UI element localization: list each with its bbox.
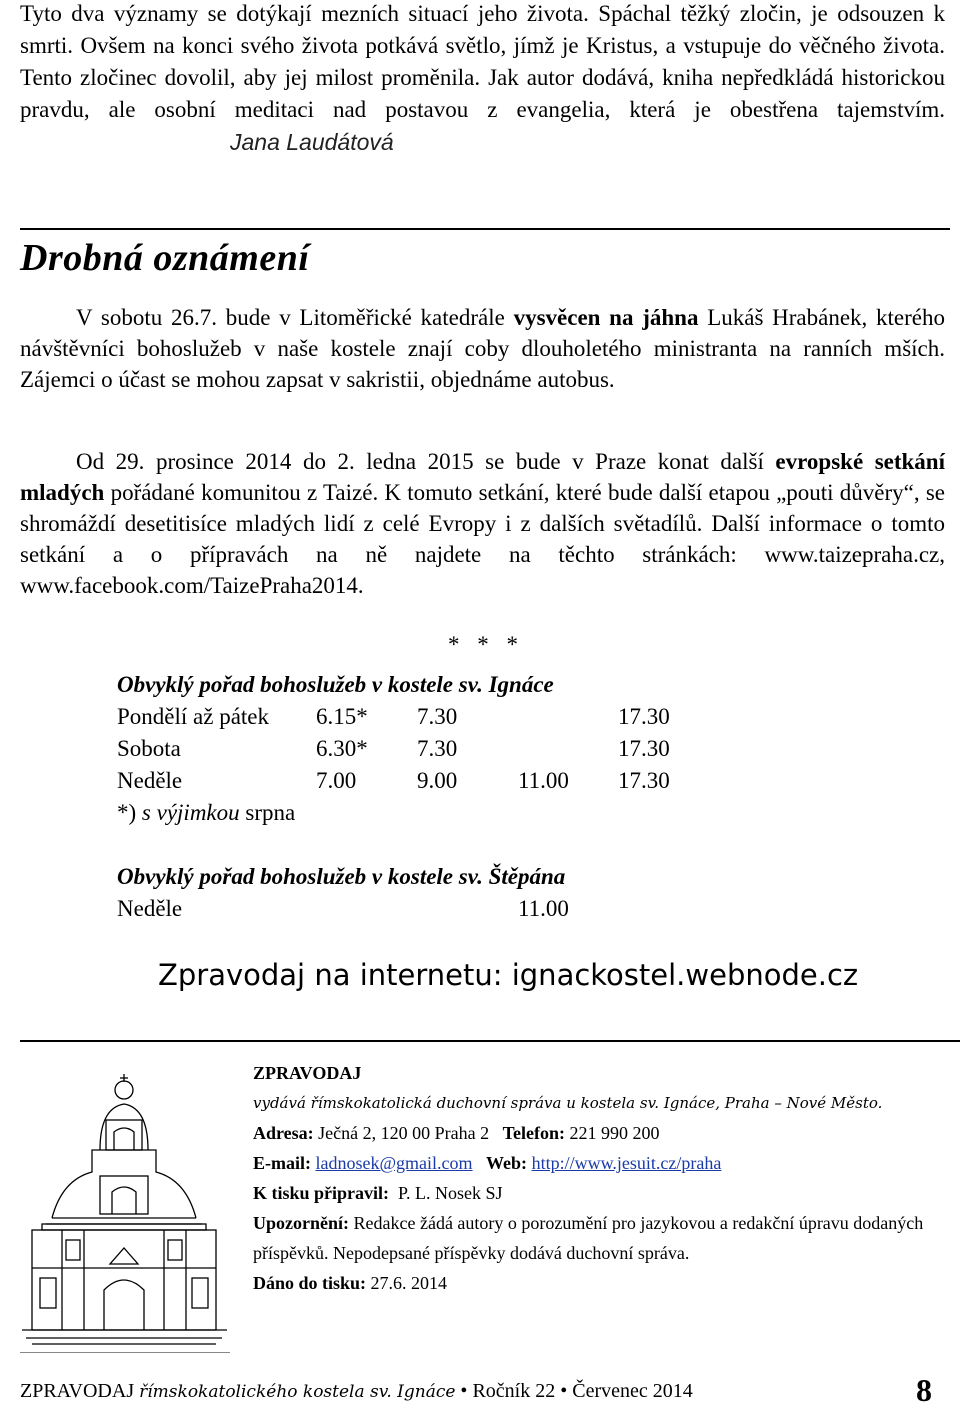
notice-highlight: vysvěcen na jáhna <box>513 305 699 330</box>
schedule-row <box>117 768 817 800</box>
schedule-day: Neděle <box>117 896 183 921</box>
schedule-note <box>117 800 295 826</box>
schedule-time: 6.15* <box>316 704 368 729</box>
prepared-value: P. L. Nosek SJ <box>398 1183 503 1203</box>
note-text: s výjimkou <box>141 800 240 825</box>
church-illustration <box>22 1068 227 1348</box>
footer-subtitle: římskokatolického kostela sv. Ignáce <box>139 1382 456 1402</box>
address-label: Adresa: <box>253 1123 314 1143</box>
schedule-time: 7.30 <box>417 704 458 729</box>
prepared-label: K tisku připravil: <box>253 1183 390 1203</box>
imprint-name: ZPRAVODAJ <box>253 1063 362 1083</box>
note-text: *) <box>117 800 142 825</box>
phone-value: 221 990 200 <box>569 1123 660 1143</box>
notice-text: V sobotu 26.7. bude v Litoměřické katedrále <box>76 305 514 330</box>
schedule-time: 11.00 <box>518 768 569 793</box>
email-label: E-mail: <box>253 1153 311 1173</box>
notice-highlight: evropské setkání mladých <box>20 449 945 505</box>
phone-label: Telefon: <box>502 1123 565 1143</box>
schedule-time: 7.00 <box>316 768 357 793</box>
schedule-time: 7.30 <box>417 736 458 761</box>
schedule-time: 9.00 <box>417 768 458 793</box>
footer-divider <box>20 1352 230 1353</box>
schedule-ignac-title: Obvyklý pořad bohoslužeb v kostele sv. Ignáce <box>117 672 554 697</box>
web-link[interactable]: http://www.jesuit.cz/praha <box>531 1153 722 1173</box>
warning-text: Redakce žádá autory o porozumění pro jazykovou a redakční úpravu dodaných příspěvků. Nepodepsané příspěvky dodává duchovní správa. <box>253 1213 924 1263</box>
note-text: srpna <box>239 800 296 825</box>
section-divider <box>20 228 950 230</box>
imprint-date <box>253 1268 943 1298</box>
notice-taize <box>20 446 945 601</box>
schedule-day: Pondělí až pátek <box>117 704 270 729</box>
page-number: 8 <box>916 1372 932 1408</box>
imprint-block <box>253 1058 943 1298</box>
website-notice: Zpravodaj na internetu: ignackostel.webnode.cz <box>158 958 859 992</box>
schedule-time: 17.30 <box>618 704 670 729</box>
email-link[interactable]: ladnosek@gmail.com <box>315 1153 473 1173</box>
page-footer: ZPRAVODAJ římskokatolického kostela sv. Ignáce • Ročník 22 • Červenec 2014 <box>20 1380 693 1402</box>
imprint-warning <box>253 1208 943 1268</box>
notice-text: Od 29. prosince 2014 do 2. ledna 2015 se bude v Praze konat další <box>76 449 776 474</box>
notice-text: pořádané komunitou z Taizé. K tomuto setkání, které bude další etapou „pouti důvěry“, se shromáždí desetitisíce mladých lidí z celé Evropy i z dalších světadílů. Další informace o tomto setkání a o přípravách na ně najdete na těchto stránkách: www.taizepraha.cz, www.facebook.com/TaizePraha2014. <box>20 480 945 598</box>
imprint-divider <box>20 1040 960 1042</box>
imprint-editor <box>253 1178 943 1208</box>
schedule-time: 17.30 <box>618 768 670 793</box>
schedule-day: Neděle <box>117 768 183 793</box>
intro-paragraph <box>20 0 945 159</box>
footer-volume: Ročník 22 <box>472 1380 556 1402</box>
intro-text: Tyto dva významy se dotýkají mezních situací jeho života. Spáchal těžký zločin, je odsouzen k smrti. Ovšem na konci svého života potkává světlo, jímž je Kristus, a vstupuje do věčného života. Tento zločinec dovolil, aby jej milost proměnila. Jak autor dodává, kniha nepředkládá historickou pravdu, ale osobní meditaci nad postavou z evangelia, která je obestřena tajemstvím. <box>20 1 945 122</box>
warning-label: Upozornění: <box>253 1213 349 1233</box>
date-value: 27.6. 2014 <box>370 1273 448 1293</box>
footer-title: ZPRAVODAJ <box>20 1380 135 1402</box>
schedule-time: 6.30* <box>316 736 368 761</box>
imprint-publisher: vydává římskokatolická duchovní správa u kostela sv. Ignáce, Praha – Nové Město. <box>253 1094 883 1112</box>
schedule-day: Sobota <box>117 736 181 761</box>
date-label: Dáno do tisku: <box>253 1273 367 1293</box>
schedule-time: 11.00 <box>518 896 569 921</box>
web-label: Web: <box>486 1153 528 1173</box>
imprint-online <box>253 1148 943 1178</box>
schedule-row <box>117 704 817 736</box>
notice-ordination <box>20 302 945 395</box>
section-title: Drobná oznámení <box>20 237 310 279</box>
schedule-row <box>117 736 817 768</box>
notice-text: Lukáš Hrabánek, kterého návštěvníci bohoslužeb v naše kostele znají coby dlouholetého ministranta na ranních mších. Zájemci o účast se mohou zapsat v sakristii, objednáme autobus. <box>20 305 945 392</box>
footer-issue: Červenec 2014 <box>572 1380 693 1402</box>
article-author: Jana Laudátová <box>230 129 394 155</box>
address-value: Ječná 2, 120 00 Praha 2 <box>318 1123 490 1143</box>
schedule-time: 17.30 <box>618 736 670 761</box>
schedule-stepan-title: Obvyklý pořad bohoslužeb v kostele sv. Štěpána <box>117 864 566 889</box>
imprint-contact <box>253 1118 943 1148</box>
schedule-row <box>117 896 817 928</box>
separator-stars: * * * <box>448 632 524 657</box>
